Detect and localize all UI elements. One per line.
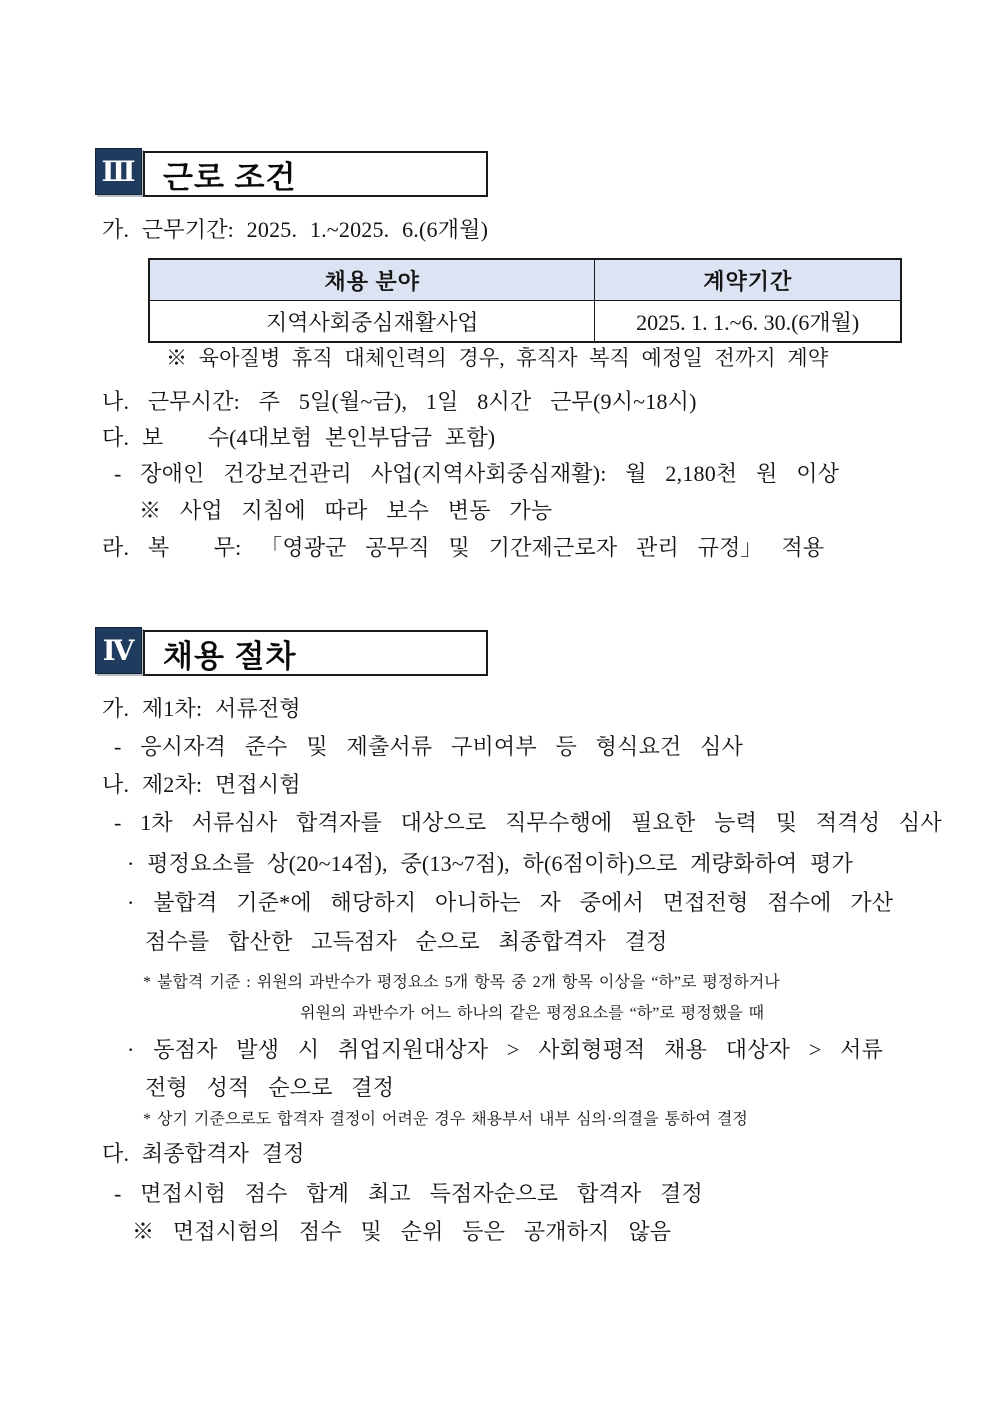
section-4-title-box (143, 630, 488, 676)
final-decision-line: 다. 최종합격자 결정 (102, 1141, 305, 1166)
final-decision-detail-line: - 면접시험 점수 합계 최고 득점자순으로 합격자 결정 (114, 1181, 703, 1206)
tiebreak-footnote: * 상기 기준으로도 합격자 결정이 어려운 경우 채용부서 내부 심의·의결을 통하여 결정 (143, 1111, 748, 1128)
fail-criteria-line-2: 점수를 합산한 고득점자 순으로 최종합격자 결정 (145, 929, 668, 954)
fail-criteria-footnote-1: * 불합격 기준 : 위원의 과반수가 평정요소 5개 항목 중 2개 항목 이상을 “하”로 평정하거나 (143, 974, 780, 991)
stage1-line: 가. 제1차: 서류전형 (102, 696, 301, 721)
tiebreak-line-2: 전형 성적 순으로 결정 (145, 1075, 395, 1100)
tiebreak-line-1: · 동점자 발생 시 취업지원대상자 > 사회형평적 채용 대상자 > 서류 (127, 1037, 884, 1062)
salary-change-note: ※ 사업 지침에 따라 보수 변동 가능 (139, 498, 553, 523)
fail-criteria-footnote-2: 위원의 과반수가 어느 하나의 같은 평정요소를 “하”로 평정했을 때 (300, 1005, 765, 1022)
duty-regulation-line: 라. 복 무: 「영광군 공무직 및 기간제근로자 관리 규정」 적용 (102, 535, 825, 560)
work-period-line: 가. 근무기간: 2025. 1.~2025. 6.(6개월) (102, 217, 489, 242)
section-3-title: 근로 조건 (163, 159, 297, 195)
section-3-title-box (143, 151, 488, 197)
salary-detail-line: - 장애인 건강보건관리 사업(지역사회중심재활): 월 2,180천 원 이상 (114, 461, 840, 486)
section-4-numeral-badge: Ⅳ (95, 627, 142, 674)
table-row (149, 301, 901, 343)
table-header-field: 채용 분야 (149, 259, 595, 301)
recruitment-table (148, 258, 902, 343)
table-cell-field: 지역사회중심재활사업 (149, 301, 595, 343)
salary-line: 다. 보 수(4대보험 본인부담금 포함) (102, 425, 496, 450)
table-header-period: 계약기간 (595, 259, 901, 301)
table-header-row (149, 259, 901, 301)
stage2-line: 나. 제2차: 면접시험 (102, 772, 301, 797)
stage1-detail-line: - 응시자격 준수 및 제출서류 구비여부 등 형식요건 심사 (114, 734, 744, 759)
stage2-detail-line: - 1차 서류심사 합격자를 대상으로 직무수행에 필요한 능력 및 적격성 심사 (114, 810, 942, 835)
score-disclosure-note: ※ 면접시험의 점수 및 순위 등은 공개하지 않음 (132, 1219, 672, 1244)
section-4-title: 채용 절차 (163, 638, 297, 674)
table-cell-period: 2025. 1. 1.~6. 30.(6개월) (595, 301, 901, 343)
fail-criteria-line-1: · 불합격 기준*에 해당하지 아니하는 자 중에서 면접전형 점수에 가산 (127, 890, 894, 915)
rating-scale-line: · 평정요소를 상(20~14점), 중(13~7점), 하(6점이하)으로 계량화하여 평가 (127, 851, 854, 876)
section-3-numeral-badge: Ⅲ (95, 148, 142, 195)
table-footnote: ※ 육아질병 휴직 대체인력의 경우, 휴직자 복직 예정일 전까지 계약 (166, 346, 829, 370)
work-hours-line: 나. 근무시간: 주 5일(월~금), 1일 8시간 근무(9시~18시) (102, 389, 697, 414)
